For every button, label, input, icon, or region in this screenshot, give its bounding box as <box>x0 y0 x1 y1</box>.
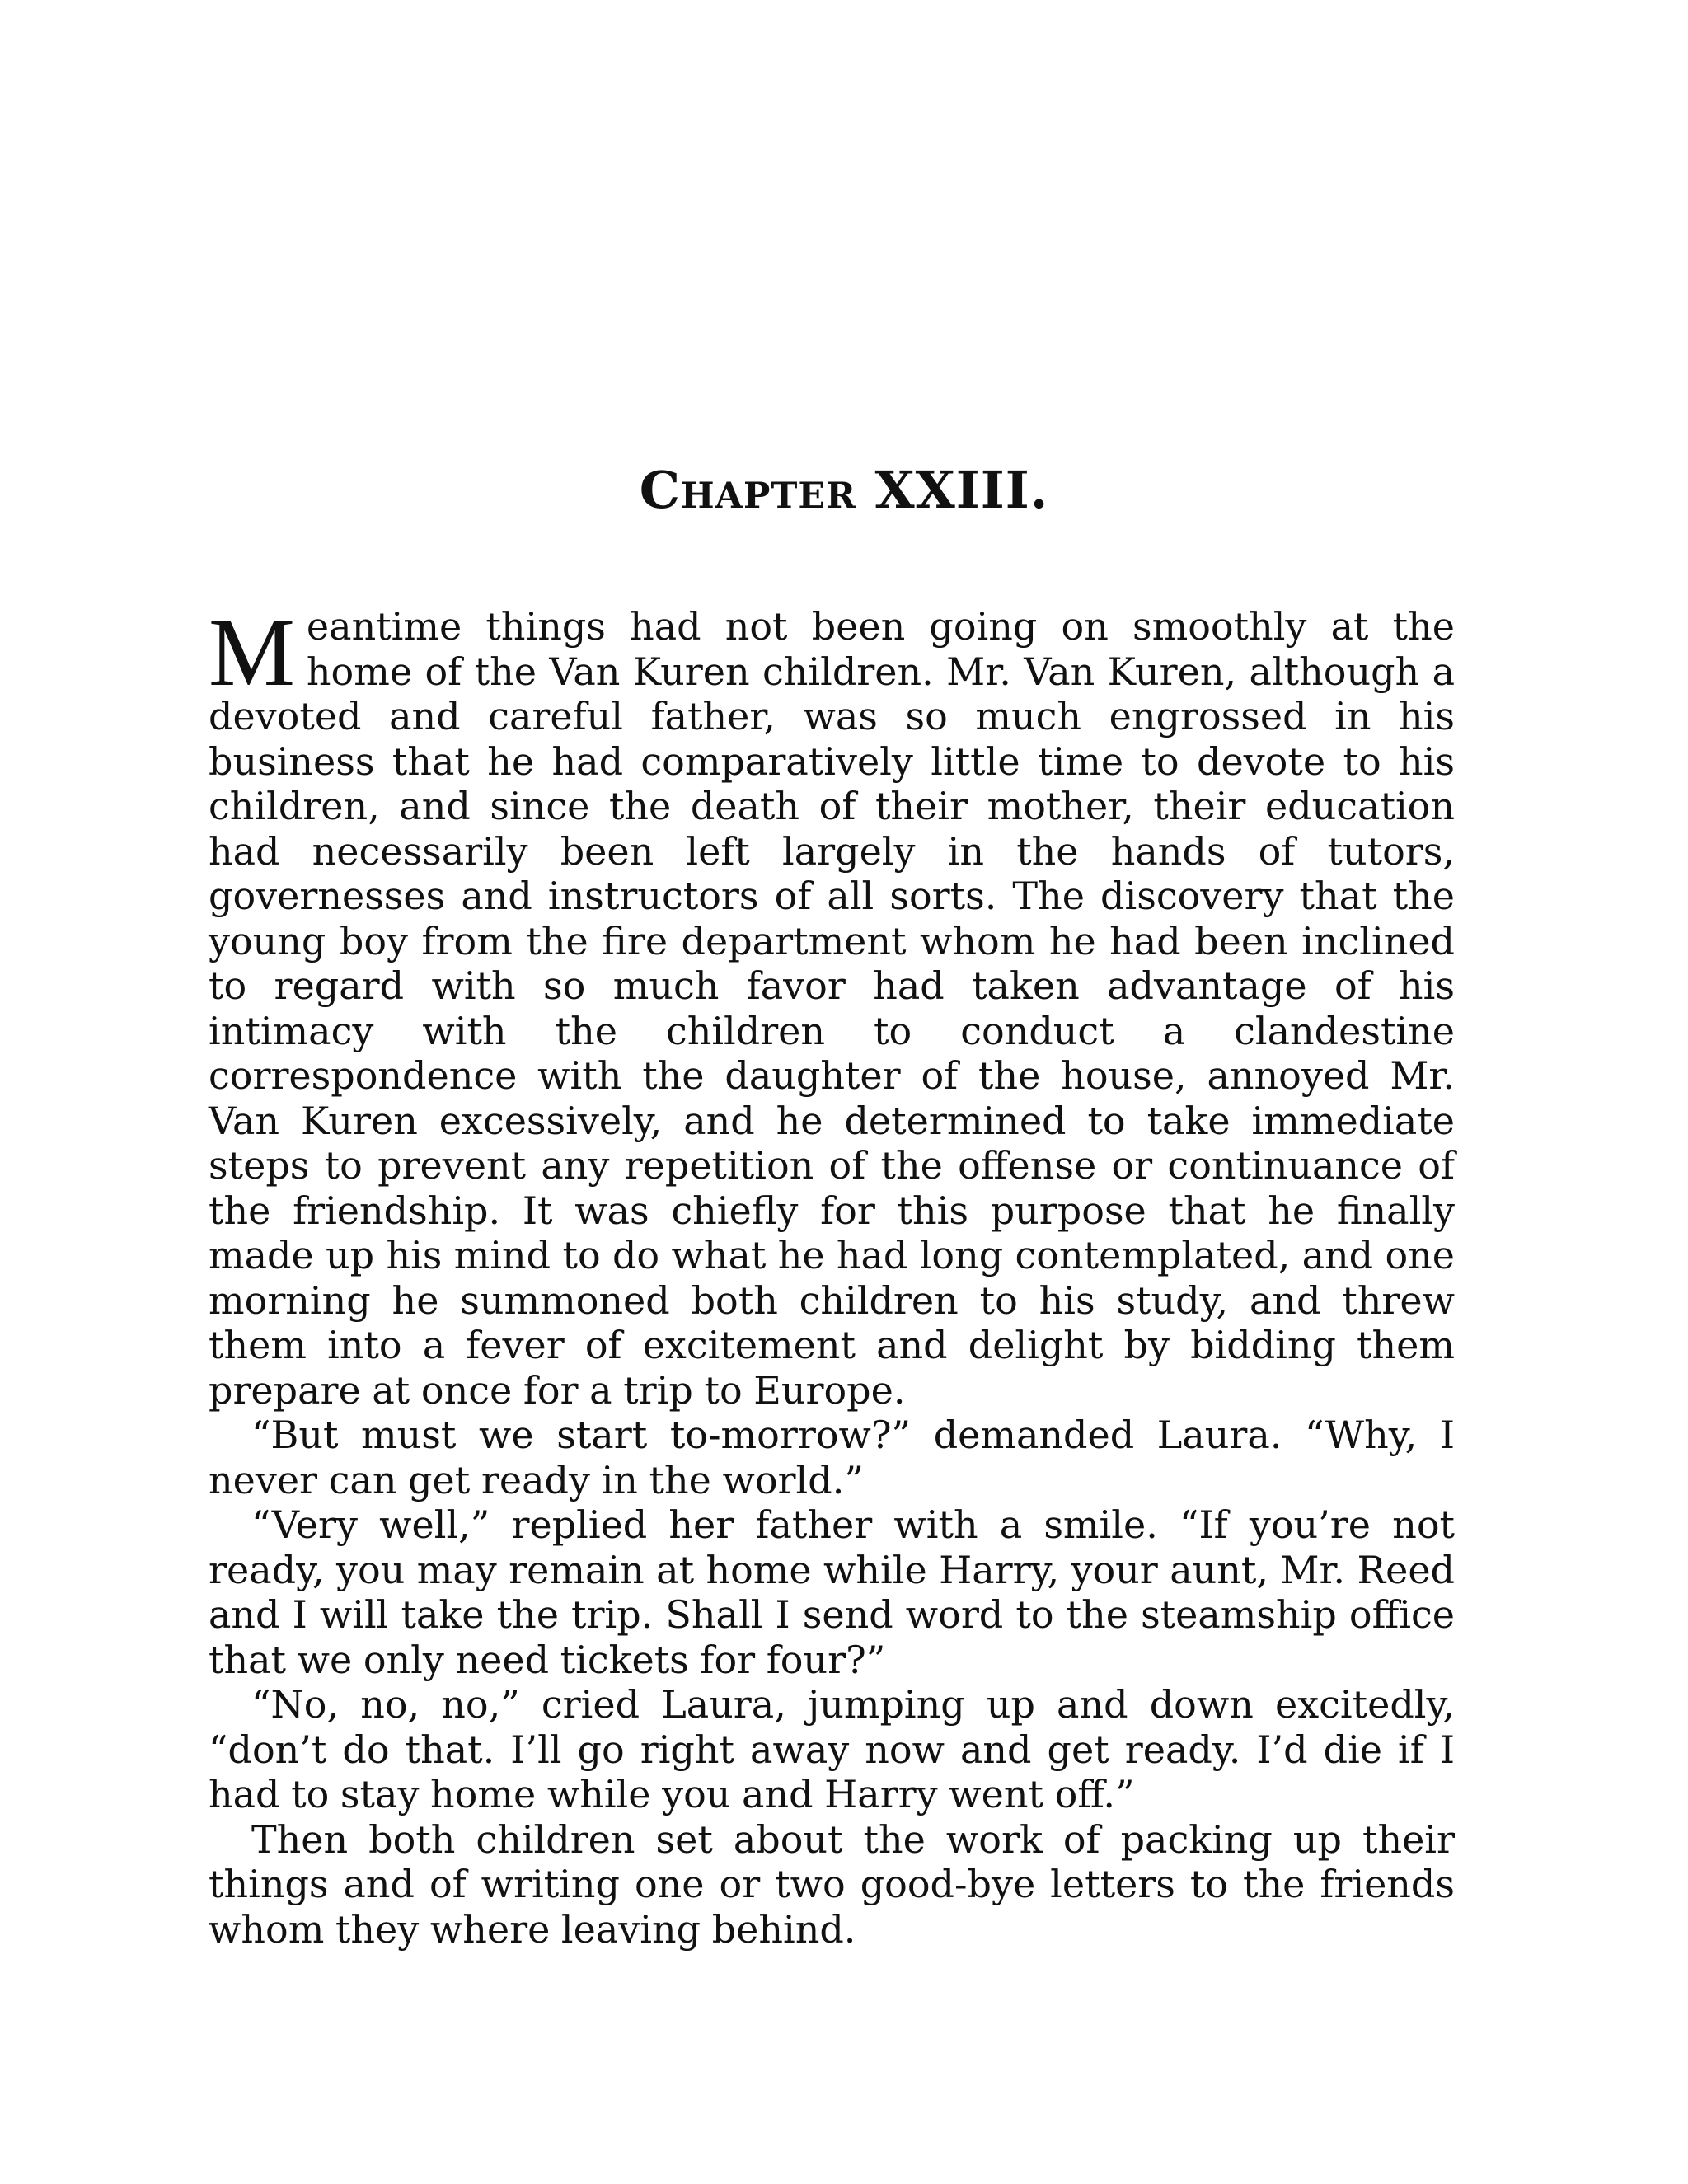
chapter-number: XXIII. <box>874 460 1049 520</box>
drop-cap-letter: M <box>209 598 295 706</box>
paragraph-5: Then both children set about the work of packing up their things and of writing one or two good-bye letters to the friends whom they where leaving behind. <box>209 1816 1455 1952</box>
paragraph-1 <box>209 598 1455 1413</box>
paragraph-4: “No, no, no,” cried Laura, jumping up and down excitedly, “don’t do that. I’ll go right away now and get ready. I’d die if I had to stay home while you and Harry went off.” <box>209 1682 1455 1816</box>
paragraph-2: “But must we start to-morrow?” demanded Laura. “Why, I never can get ready in the world.” <box>209 1413 1455 1502</box>
paragraph-3: “Very well,” replied her father with a smile. “If you’re not ready, you may remain at home while Harry, your aunt, Mr. Reed and I will take the trip. Shall I send word to the steamship office that we only need tickets for four?” <box>209 1502 1455 1682</box>
chapter-body <box>209 598 1455 1952</box>
chapter-heading <box>0 457 1688 523</box>
paragraph-1-text: eantime things had not been going on smoothly at the home of the Van Kuren children. Mr. Van Kuren, although a devoted and careful father, was so much engrossed in his business that he had comparatively little time to devote to his children, and since the death of their mother, their education had necessarily been left largely in the hands of tutors, governesses and instructors of all sorts. The discovery that the young boy from the fire department whom he had been inclined to regard with so much favor had taken advantage of his intimacy with the children to conduct a clandestine correspondence with the daughter of the house, annoyed Mr. Van Kuren excessively, and he determined to take immediate steps to prevent any repetition of the offense or continuance of the friendship. It was chiefly for this purpose that he finally made up his mind to do what he had long contemplated, and one morning he summoned both children to his study, and threw them into a fever of excitement and delight by bidding them prepare at once for a trip to Europe. <box>209 604 1455 1413</box>
chapter-word: Chapter <box>639 460 856 520</box>
